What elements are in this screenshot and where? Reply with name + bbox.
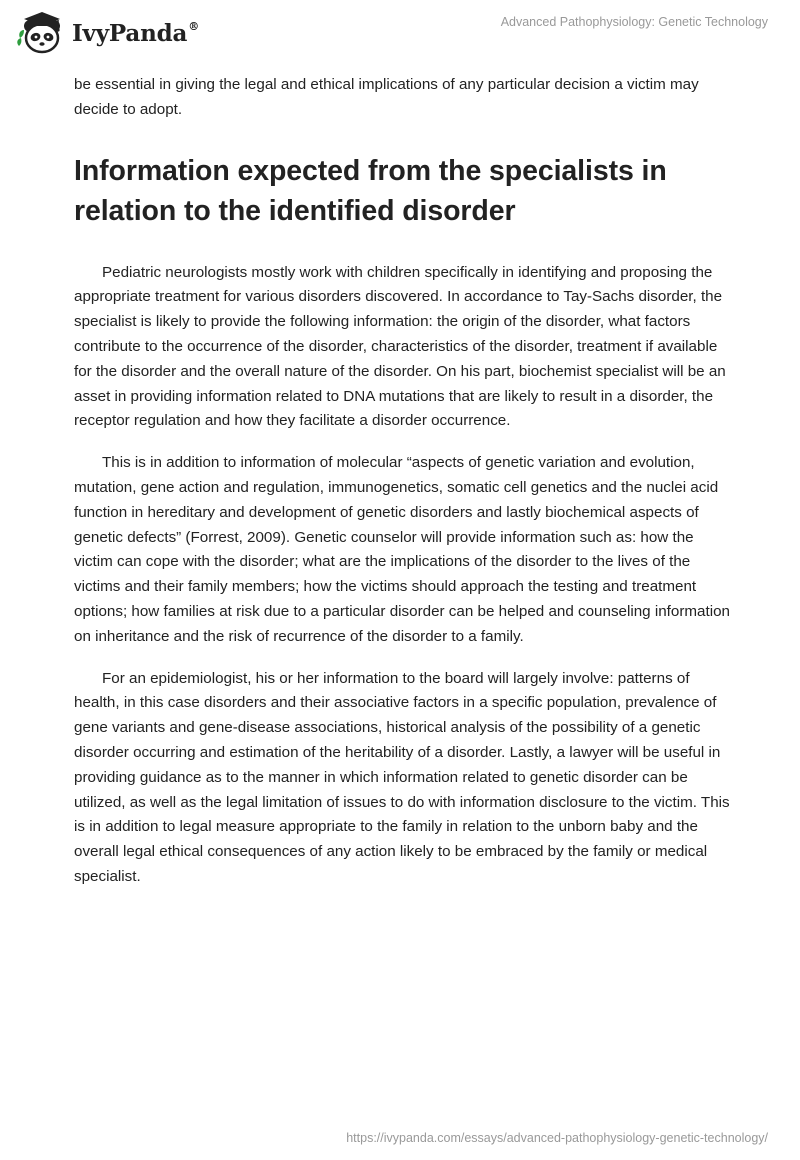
body-paragraph: For an epidemiologist, his or her information to the board will largely involve: patterns of health, in this case disorders and their associative factors in a specific population, prevalence of gene variants and gene-disease associations, historical analysis of the possibility of a genetic disorder occurring and estimation of the heritability of a disorder. Lastly, a lawyer will be useful in providing guidance as to the manner in which information related to genetic disorder can be utilized, as well as the legal limitation of issues to do with information disclosure to the victim. This is in addition to legal measure appropriate to the family in relation to the unborn baby and the overall legal ethical consequences of any action likely to be embraced by the family or medical specialist. [74,669,730,885]
panda-graduation-cap-icon [16,8,68,56]
logo-registered-mark: ® [188,19,199,33]
page-header [0,0,800,70]
body-paragraph: This is in addition to information of molecular “aspects of genetic variation and evolution, mutation, gene action and regulation, immunogenetics, somatic cell genetics and the nuclei acid function in hereditary and development of genetic disorders and lastly biochemical aspects of genetic defects” (Forrest, 2009). Genetic counselor will provide information such as: how the victim can cope with the disorder; what are the implications of the disorder to the lives of the victims and their family members; how the victims should approach the testing and treatment options; how families at risk due to a particular disorder can be helped and counseling information on inheritance and the risk of recurrence of the disorder to a family. [74,454,730,645]
logo-wordmark [72,20,199,47]
intro-paragraph: be essential in giving the legal and ethical implications of any particular decision a victim may decide to adopt. [74,76,699,118]
section-heading: Information expected from the specialists in relation to the identified disorder [74,154,667,227]
essay-content [74,73,730,907]
body-paragraph: Pediatric neurologists mostly work with children specifically in identifying and proposing the appropriate treatment for various disorders discovered. In accordance to Tay-Sachs disorder, the specialist is likely to provide the following information: the origin of the disorder, what factors contribute to the occurrence of the disorder, characteristics of the disorder, treatment if available for the disorder and the overall nature of the disorder. On his part, biochemist specialist will be an asset in providing information related to DNA mutations that are likely to result in a disorder, the receptor regulation and how they facilitate a disorder occurrence. [74,263,726,430]
ivypanda-logo[interactable] [16,8,199,56]
source-url[interactable]: https://ivypanda.com/essays/advanced-pathophysiology-genetic-technology/ [346,1131,768,1145]
document-title: Advanced Pathophysiology: Genetic Technology [500,15,768,29]
logo-text: IvyPanda [72,19,188,47]
